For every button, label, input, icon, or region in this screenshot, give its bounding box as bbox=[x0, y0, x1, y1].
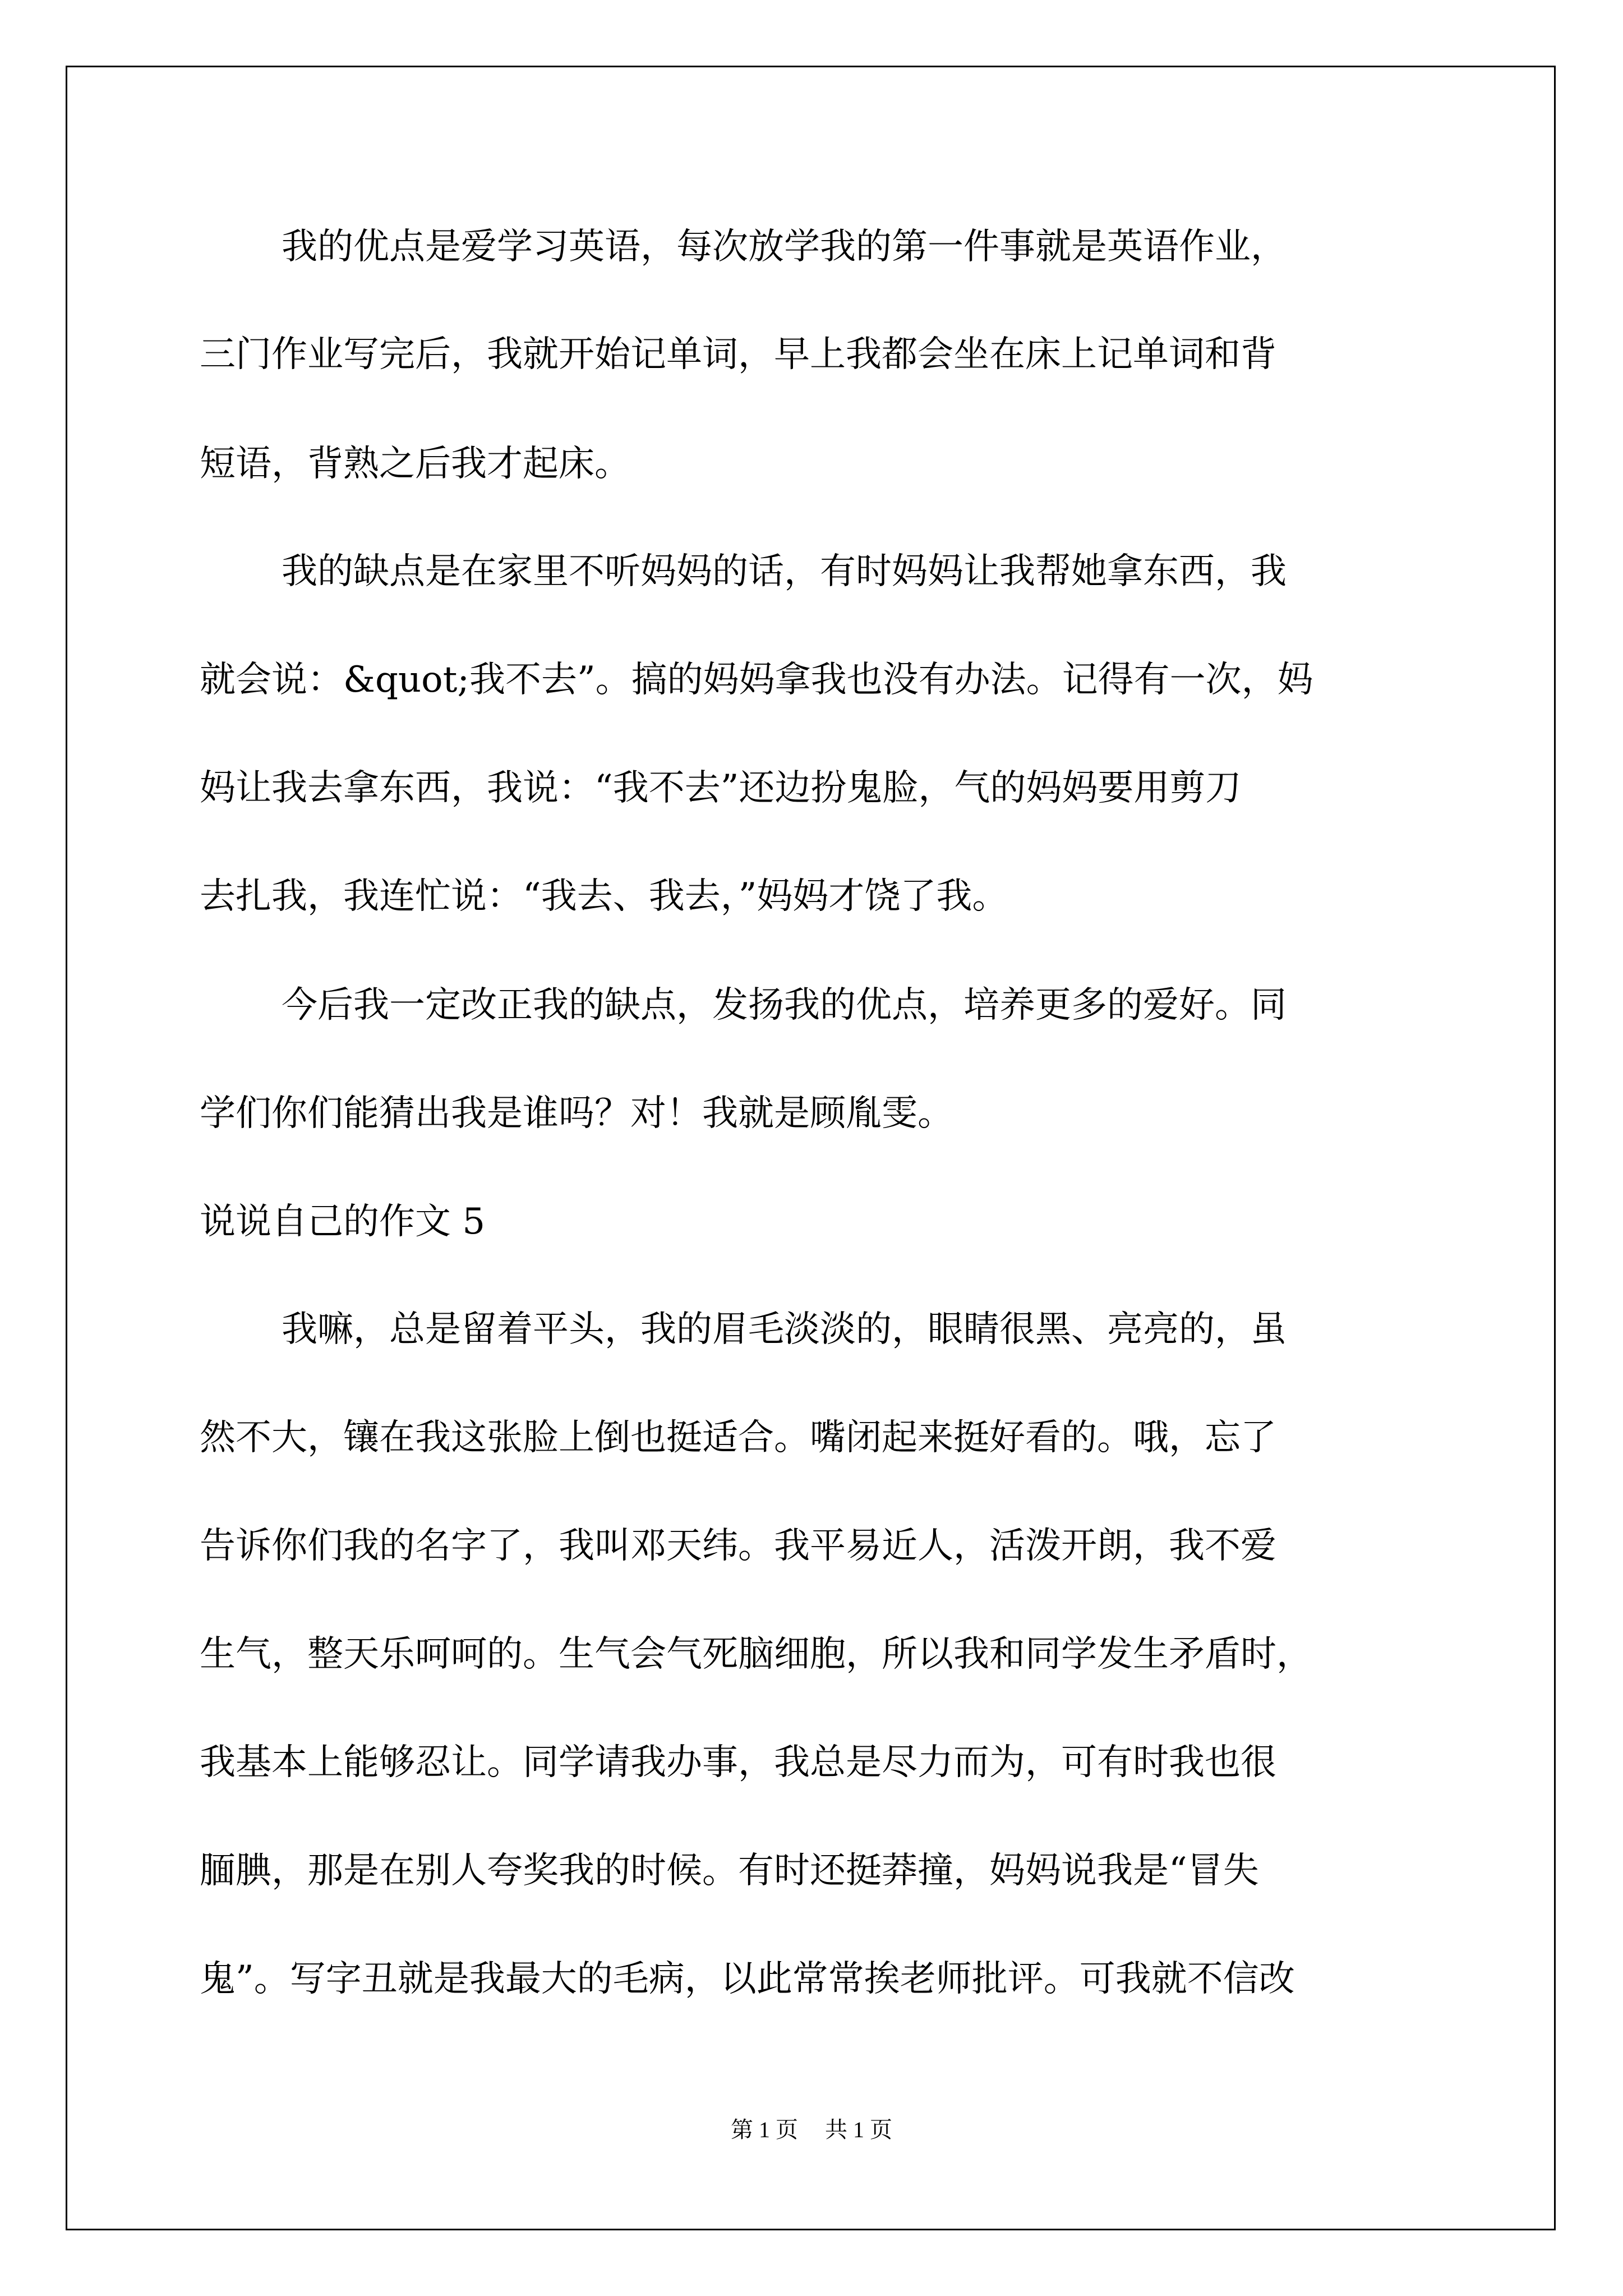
paragraph-4-line-6: 腼腆，那是在别人夸奖我的时候。有时还挺莽撞，妈妈说我是“冒失 bbox=[200, 1850, 1259, 1892]
paragraph-2-line-1: 我的缺点是在家里不听妈妈的话，有时妈妈让我帮她拿东西，我 bbox=[282, 551, 1287, 592]
paragraph-3-line-2: 学们你们能猜出我是谁吗？对！我就是顾胤雯。 bbox=[200, 1093, 953, 1134]
paragraph-2-line-2: 就会说：&quot;我不去”。搞的妈妈拿我也没有办法。记得有一次，妈 bbox=[200, 659, 1313, 701]
page-number: 第 1 页 bbox=[731, 2117, 798, 2142]
paragraph-4-line-5: 我基本上能够忍让。同学请我办事，我总是尽力而为，可有时我也很 bbox=[200, 1742, 1276, 1783]
paragraph-4-line-4: 生气，整天乐呵呵的。生气会气死脑细胞，所以我和同学发生矛盾时， bbox=[200, 1634, 1312, 1675]
paragraph-1-line-1: 我的优点是爱学习英语，每次放学我的第一件事就是英语作业， bbox=[282, 226, 1287, 268]
paragraph-4-line-2: 然不大，镶在我这张脸上倒也挺适合。嘴闭起来挺好看的。哦，忘了 bbox=[200, 1417, 1276, 1458]
paragraph-1-line-3: 短语，背熟之后我才起床。 bbox=[200, 443, 630, 485]
paragraph-3-line-1: 今后我一定改正我的缺点，发扬我的优点，培养更多的爱好。同 bbox=[282, 984, 1287, 1026]
paragraph-1-line-2: 三门作业写完后，我就开始记单词，早上我都会坐在床上记单词和背 bbox=[200, 334, 1276, 375]
paragraph-2-line-4: 去扎我，我连忙说：“我去、我去，”妈妈才饶了我。 bbox=[200, 876, 1008, 917]
paragraph-2-line-3: 妈让我去拿东西，我说：“我不去”还边扮鬼脸，气的妈妈要用剪刀 bbox=[200, 767, 1242, 809]
section-heading: 说说自己的作文 5 bbox=[200, 1201, 486, 1243]
paragraph-4-line-3: 告诉你们我的名字了，我叫邓天纬。我平易近人，活泼开朗，我不爱 bbox=[200, 1525, 1276, 1567]
paragraph-4-line-7: 鬼”。写字丑就是我最大的毛病，以此常常挨老师批评。可我就不信改 bbox=[200, 1958, 1295, 2000]
page-footer bbox=[0, 2118, 1623, 2142]
paragraph-4-line-1: 我嘛，总是留着平头，我的眉毛淡淡的，眼睛很黑、亮亮的，虽 bbox=[282, 1309, 1287, 1350]
page-border bbox=[66, 66, 1556, 2230]
total-pages: 共 1 页 bbox=[825, 2117, 892, 2142]
